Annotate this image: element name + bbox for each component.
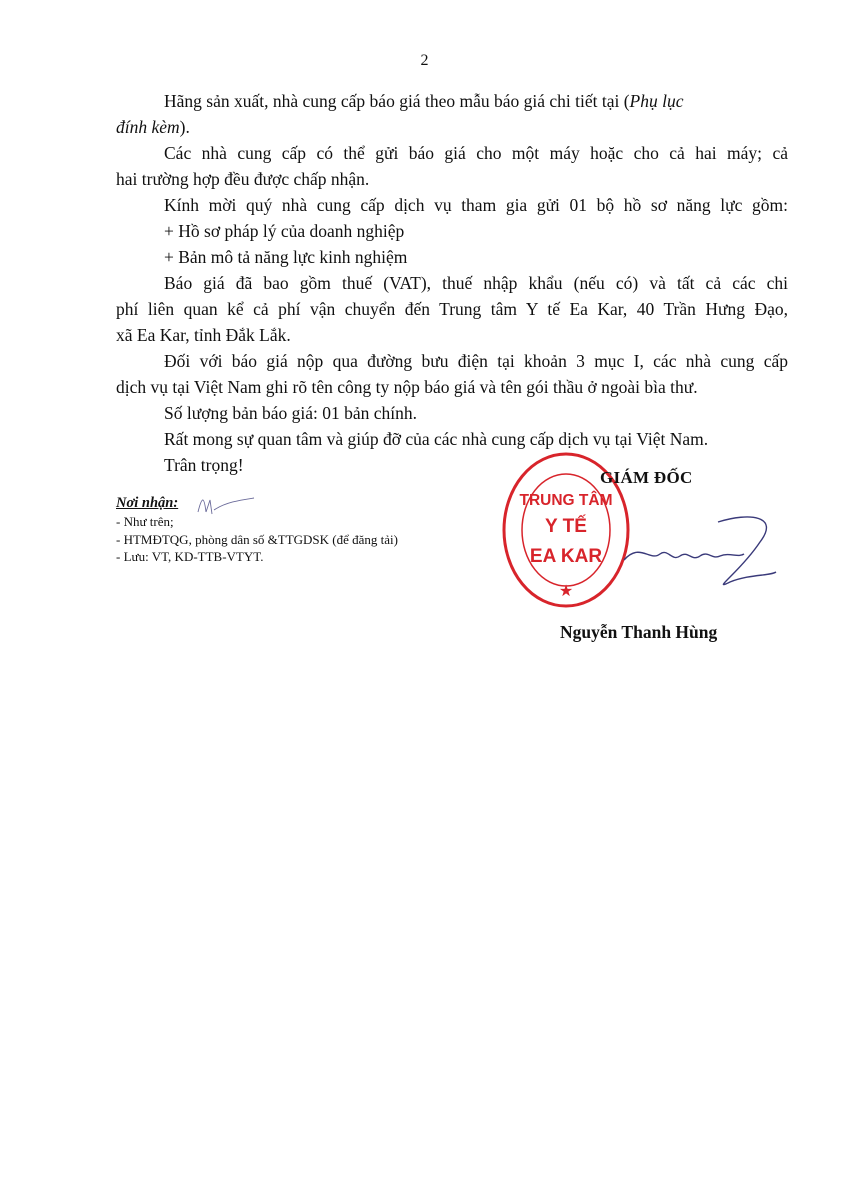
paragraph-line: Các nhà cung cấp có thể gửi báo giá cho một máy hoặc cho cả hai máy; cả <box>164 143 788 163</box>
page-number: 2 <box>420 52 429 69</box>
svg-text:★: ★ <box>558 583 574 600</box>
recipients-title: Nơi nhận: <box>116 495 179 511</box>
bullet-item: + Bản mô tả năng lực kinh nghiệm <box>164 247 408 267</box>
paragraph-line: phí liên quan kể cả phí vận chuyển đến Trung tâm Y tế Ea Kar, 40 Trần Hưng Đạo, <box>116 299 788 319</box>
closing-line: Trân trọng! <box>164 455 244 475</box>
stamp-line: TRUNG TÂM <box>519 492 613 509</box>
signature-block <box>500 450 800 660</box>
stamp-line: EA KAR <box>529 546 603 567</box>
paragraph-text: Hãng sản xuất, nhà cung cấp báo giá theo mẫu báo giá chi tiết tại ( <box>164 91 630 111</box>
paragraph-line: dịch vụ tại Việt Nam ghi rõ tên công ty nộp báo giá và tên gói thầu ở ngoài bìa thư. <box>116 377 698 397</box>
appendix-reference: đính kèm <box>116 117 180 137</box>
paragraph-line: hai trường hợp đều được chấp nhận. <box>116 169 370 189</box>
paragraph-text: ). <box>179 117 190 137</box>
paragraph-line <box>116 88 788 114</box>
paragraph-line <box>116 114 788 140</box>
bullet-item: + Hồ sơ pháp lý của doanh nghiệp <box>164 221 405 241</box>
paragraph-line: Báo giá đã bao gồm thuế (VAT), thuế nhập khẩu (nếu có) và tất cả các chi <box>164 273 788 293</box>
initial-signature <box>196 492 256 522</box>
recipients-block <box>116 494 398 566</box>
handwritten-signature <box>620 502 780 592</box>
paragraph-line: Số lượng bản báo giá: 01 bản chính. <box>164 403 418 423</box>
recipient-item: - HTMĐTQG, phòng dân số &TTGDSK (để đăng tải) <box>116 531 398 547</box>
signer-name: Nguyễn Thanh Hùng <box>560 622 718 642</box>
paragraph-line: Rất mong sự quan tâm và giúp đỡ của các nhà cung cấp dịch vụ tại Việt Nam. <box>164 429 709 449</box>
stamp-line: Y TẾ <box>545 516 587 537</box>
paragraph-line: xã Ea Kar, tỉnh Đắk Lắk. <box>116 325 291 345</box>
recipient-item: - Như trên; <box>116 514 174 529</box>
letter-body <box>116 88 788 478</box>
paragraph-line: Kính mời quý nhà cung cấp dịch vụ tham gia gửi 01 bộ hồ sơ năng lực gồm: <box>164 195 788 215</box>
recipient-item: - Lưu: VT, KD-TTB-VTYT. <box>116 549 264 564</box>
signer-title: GIÁM ĐỐC <box>600 468 693 487</box>
paragraph-line: Đối với báo giá nộp qua đường bưu điện tại khoản 3 mục I, các nhà cung cấp <box>164 351 788 371</box>
appendix-reference: Phụ lục <box>629 91 684 111</box>
